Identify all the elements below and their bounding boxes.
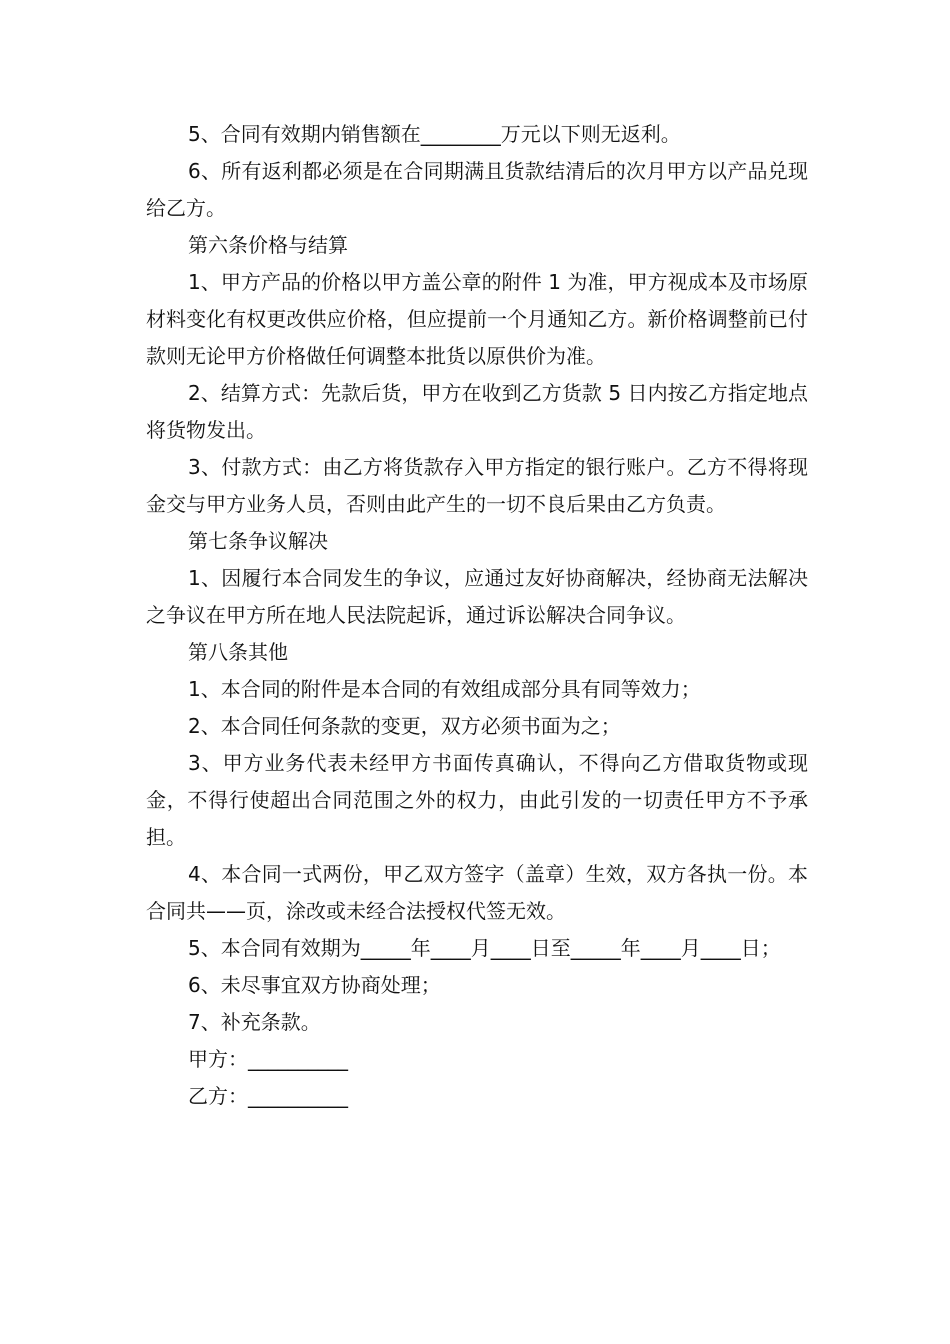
section-heading-price-settlement: 第六条价格与结算 bbox=[188, 233, 348, 257]
paragraph-supplementary: 7、补充条款。 bbox=[188, 1010, 321, 1034]
paragraph-dispute-clause: 1、因履行本合同发生的争议，应通过友好协商解决，经协商无法解决之争议在甲方所在地人民法院起诉，通过诉讼解决合同争议。 bbox=[146, 566, 808, 627]
paragraph-rebate-payment: 6、所有返利都必须是在合同期满且货款结清后的次月甲方以产品兑现给乙方。 bbox=[146, 159, 808, 220]
paragraph-price-basis: 1、甲方产品的价格以甲方盖公章的附件 1 为准，甲方视成本及市场原材料变化有权更改供应价格，但应提前一个月通知乙方。新价格调整前已付款则无论甲方价格做任何调整本批货以原供价为准。 bbox=[146, 270, 808, 368]
paragraph-rebate-threshold: 5、合同有效期内销售额在________万元以下则无返利。 bbox=[188, 122, 681, 146]
paragraph-unresolved-matters: 6、未尽事宜双方协商处理； bbox=[188, 973, 441, 997]
signature-party-b: 乙方：__________ bbox=[188, 1084, 348, 1108]
paragraph-payment-method: 3、付款方式：由乙方将货款存入甲方指定的银行账户。乙方不得将现金交与甲方业务人员，否则由此产生的一切不良后果由乙方负责。 bbox=[146, 455, 808, 516]
paragraph-attachments: 1、本合同的附件是本合同的有效组成部分具有同等效力； bbox=[188, 677, 701, 701]
signature-party-a: 甲方：__________ bbox=[188, 1047, 348, 1071]
section-heading-dispute-resolution: 第七条争议解决 bbox=[188, 529, 328, 553]
paragraph-copies: 4、本合同一式两份，甲乙双方签字（盖章）生效，双方各执一份。本合同共——页，涂改或未经合法授权代签无效。 bbox=[146, 862, 808, 923]
section-heading-other: 第八条其他 bbox=[188, 640, 288, 664]
paragraph-validity-period: 5、本合同有效期为_____年____月____日至_____年____月____日； bbox=[188, 936, 781, 960]
document-body bbox=[146, 116, 808, 1115]
paragraph-representative: 3、甲方业务代表未经甲方书面传真确认，不得向乙方借取货物或现金，不得行使超出合同范围之外的权力，由此引发的一切责任甲方不予承担。 bbox=[146, 751, 808, 849]
paragraph-amendments: 2、本合同任何条款的变更，双方必须书面为之； bbox=[188, 714, 621, 738]
paragraph-settlement-method: 2、结算方式：先款后货，甲方在收到乙方货款 5 日内按乙方指定地点将货物发出。 bbox=[146, 381, 808, 442]
